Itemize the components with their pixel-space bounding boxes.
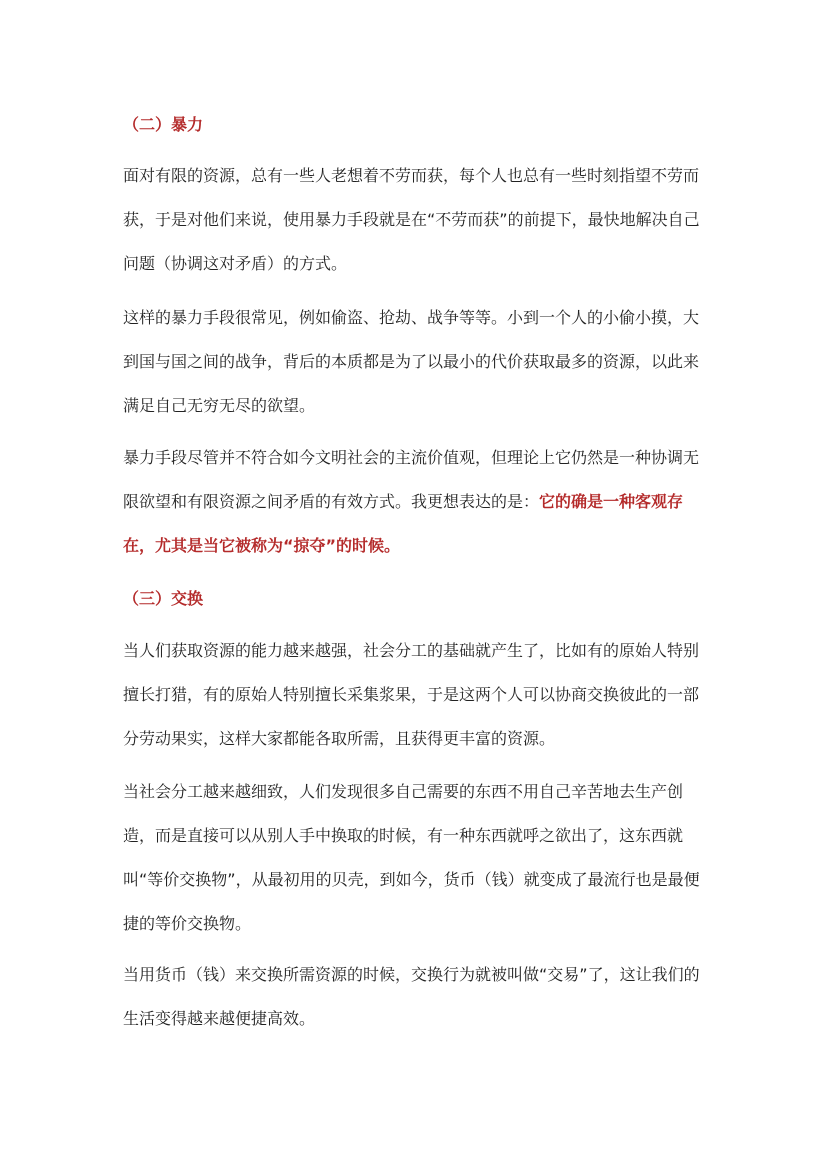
paragraph-violence-3 (123, 436, 703, 568)
paragraph-violence-3-text: 暴力手段尽管并不符合如今文明社会的主流价值观，但理论上它仍然是一种协调无限欲望和有限资源之间矛盾的有效方式。我更想表达的是： (123, 448, 700, 511)
section-heading-exchange: （三）交换 (123, 589, 204, 608)
section-heading-violence: （二）暴力 (123, 115, 204, 134)
paragraph-exchange-2: 当社会分工越来越细致，人们发现很多自己需要的东西不用自己辛苦地去生产创造，而是直接可以从别人手中换取的时候，有一种东西就呼之欲出了，这东西就叫“等价交换物”，从最初用的贝壳，到如今，货币（钱）就变成了最流行也是最便捷的等价交换物。 (123, 782, 700, 933)
paragraph-violence-2: 这样的暴力手段很常见，例如偷盗、抢劫、战争等等。小到一个人的小偷小摸，大到国与国之间的战争，背后的本质都是为了以最小的代价获取最多的资源，以此来满足自己无穷无尽的欲望。 (123, 308, 700, 415)
paragraph-exchange-3: 当用货币（钱）来交换所需资源的时候，交换行为就被叫做“交易”了，这让我们的生活变得越来越便捷高效。 (123, 965, 700, 1028)
paragraph-violence-1: 面对有限的资源，总有一些人老想着不劳而获，每个人也总有一些时刻指望不劳而获，于是对他们来说，使用暴力手段就是在“不劳而获”的前提下，最快地解决自己问题（协调这对矛盾）的方式。 (123, 166, 700, 273)
highlighted-statement: 它的确是一种客观存在，尤其是当它被称为“掠夺”的时候。 (123, 492, 684, 555)
paragraph-exchange-1: 当人们获取资源的能力越来越强，社会分工的基础就产生了，比如有的原始人特别擅长打猎，有的原始人特别擅长采集浆果，于是这两个人可以协商交换彼此的一部分劳动果实，这样大家都能各取所需，且获得更丰富的资源。 (123, 641, 700, 748)
